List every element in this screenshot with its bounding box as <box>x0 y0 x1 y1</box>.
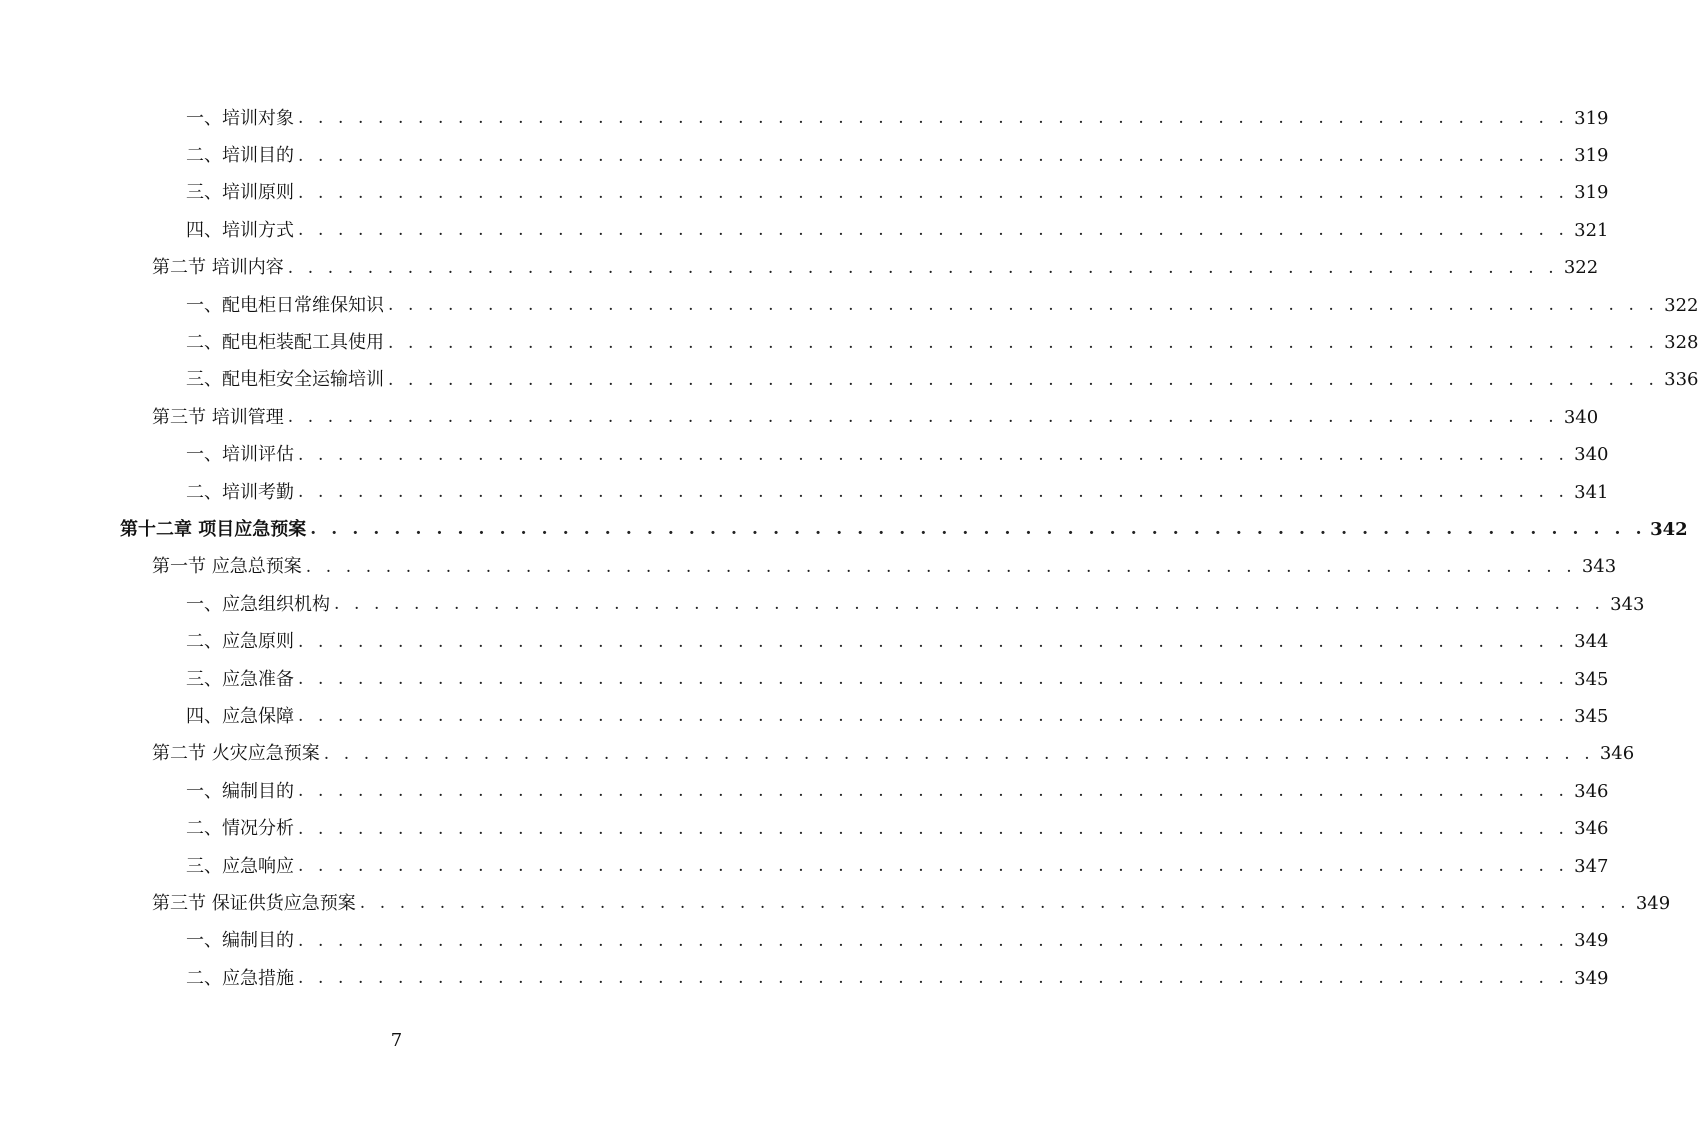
toc-leader-dots: . . . . . . . . . . . . . . . . . . . . . . . . . . . . . . . . . . . . . . . . . . . . . . . . . . . . . . . . . . . . . . . . <box>305 556 1577 577</box>
toc-entry-label: 四、应急保障 <box>186 705 294 727</box>
toc-entry-page-number: 328 <box>1664 332 1698 354</box>
toc-leader-dots: . . . . . . . . . . . . . . . . . . . . . . . . . . . . . . . . . . . . . . . . . . . . . . . . . . . . . . . . . . . . . . . . <box>298 706 1569 727</box>
toc-leader-dots: . . . . . . . . . . . . . . . . . . . . . . . . . . . . . . . . . . . . . . . . . . . . . . . . . . . . . . . . . . . . . . . . <box>298 781 1569 802</box>
toc-entry-page-number: 344 <box>1574 631 1609 653</box>
toc-leader-dots: . . . . . . . . . . . . . . . . . . . . . . . . . . . . . . . . . . . . . . . . . . . . . . . . . . . . . . . . . . . . . . . . <box>310 519 1647 540</box>
toc-leader-dots: . . . . . . . . . . . . . . . . . . . . . . . . . . . . . . . . . . . . . . . . . . . . . . . . . . . . . . . . . . . . . . . . <box>388 295 1659 316</box>
toc-entry-label: 三、应急准备 <box>186 668 294 690</box>
toc-entry-item[interactable] <box>0 960 1609 997</box>
toc-leader-dots: . . . . . . . . . . . . . . . . . . . . . . . . . . . . . . . . . . . . . . . . . . . . . . . . . . . . . . . . . . . . . . . . <box>298 968 1569 989</box>
toc-entry-item[interactable] <box>0 661 1609 698</box>
toc-entry-label: 二、培训目的 <box>186 145 294 167</box>
toc-entry-page-number: 346 <box>1574 818 1609 840</box>
toc-entry-page-number: 319 <box>1574 145 1609 167</box>
toc-entry-item[interactable] <box>0 698 1609 735</box>
page-number: 7 <box>390 1030 403 1051</box>
toc-entry-item[interactable] <box>0 175 1609 212</box>
toc-leader-dots: . . . . . . . . . . . . . . . . . . . . . . . . . . . . . . . . . . . . . . . . . . . . . . . . . . . . . . . . . . . . . . . . <box>298 182 1569 203</box>
toc-entry-chapter[interactable] <box>0 511 1688 548</box>
toc-entry-label: 一、培训评估 <box>186 444 294 466</box>
toc-leader-dots: . . . . . . . . . . . . . . . . . . . . . . . . . . . . . . . . . . . . . . . . . . . . . . . . . . . . . . . . . . . . . . . . <box>359 893 1631 914</box>
toc-leader-dots: . . . . . . . . . . . . . . . . . . . . . . . . . . . . . . . . . . . . . . . . . . . . . . . . . . . . . . . . . . . . . . . . <box>298 444 1569 465</box>
toc-entry-page-number: 347 <box>1574 855 1609 877</box>
toc-entry-item[interactable] <box>0 437 1609 474</box>
toc-entry-label: 二、应急原则 <box>186 631 294 653</box>
toc-entry-item[interactable] <box>0 287 1698 324</box>
toc-entry-page-number: 346 <box>1599 743 1635 765</box>
toc-entry-section[interactable] <box>0 736 1635 773</box>
toc-entry-label: 三、培训原则 <box>186 182 294 204</box>
toc-entry-item[interactable] <box>0 773 1609 810</box>
toc-entry-label: 三、配电柜安全运输培训 <box>186 369 384 391</box>
toc-entry-label: 一、应急组织机构 <box>186 593 330 615</box>
toc-entry-item[interactable] <box>0 324 1698 361</box>
toc-entry-page-number: 319 <box>1574 182 1609 204</box>
toc-entry-page-number: 346 <box>1574 780 1609 802</box>
toc-entry-page-number: 340 <box>1574 444 1609 466</box>
toc-entry-item[interactable] <box>0 100 1609 137</box>
toc-entry-label: 第三节 培训管理 <box>152 406 284 428</box>
toc-leader-dots: . . . . . . . . . . . . . . . . . . . . . . . . . . . . . . . . . . . . . . . . . . . . . . . . . . . . . . . . . . . . . . . . <box>298 220 1569 241</box>
toc-leader-dots: . . . . . . . . . . . . . . . . . . . . . . . . . . . . . . . . . . . . . . . . . . . . . . . . . . . . . . . . . . . . . . . . <box>298 856 1569 876</box>
toc-entry-item[interactable] <box>0 474 1609 511</box>
toc-entry-section[interactable] <box>0 549 1617 586</box>
toc-entry-label: 二、应急措施 <box>186 967 294 989</box>
toc-leader-dots: . . . . . . . . . . . . . . . . . . . . . . . . . . . . . . . . . . . . . . . . . . . . . . . . . . . . . . . . . . . . . . . . <box>287 407 1559 428</box>
toc-entry-label: 三、应急响应 <box>186 855 294 877</box>
toc-entry-label: 一、培训对象 <box>186 107 294 129</box>
toc-entry-page-number: 321 <box>1574 219 1609 241</box>
toc-entry-item[interactable] <box>0 623 1609 660</box>
toc-entry-page-number: 349 <box>1574 967 1609 989</box>
toc-entry-label: 二、情况分析 <box>186 818 294 840</box>
toc-entry-label: 一、编制目的 <box>186 780 294 802</box>
toc-entry-item[interactable] <box>0 586 1645 623</box>
toc-entry-label: 二、培训考勤 <box>186 481 294 503</box>
toc-leader-dots: . . . . . . . . . . . . . . . . . . . . . . . . . . . . . . . . . . . . . . . . . . . . . . . . . . . . . . . . . . . . . . . . <box>287 257 1559 278</box>
toc-leader-dots: . . . . . . . . . . . . . . . . . . . . . . . . . . . . . . . . . . . . . . . . . . . . . . . . . . . . . . . . . . . . . . . . <box>298 818 1569 839</box>
toc-leader-dots: . . . . . . . . . . . . . . . . . . . . . . . . . . . . . . . . . . . . . . . . . . . . . . . . . . . . . . . . . . . . . . . . <box>298 669 1569 690</box>
toc-entry-item[interactable] <box>0 923 1609 960</box>
toc-leader-dots: . . . . . . . . . . . . . . . . . . . . . . . . . . . . . . . . . . . . . . . . . . . . . . . . . . . . . . . . . . . . . . . . <box>388 369 1659 390</box>
toc-entry-item[interactable] <box>0 137 1609 174</box>
toc-entry-section[interactable] <box>0 399 1599 436</box>
toc-leader-dots: . . . . . . . . . . . . . . . . . . . . . . . . . . . . . . . . . . . . . . . . . . . . . . . . . . . . . . . . . . . . . . . . <box>298 930 1569 951</box>
toc-leader-dots: . . . . . . . . . . . . . . . . . . . . . . . . . . . . . . . . . . . . . . . . . . . . . . . . . . . . . . . . . . . . . . . . <box>298 108 1569 129</box>
toc-entry-label: 一、编制目的 <box>186 930 294 952</box>
toc-entry-page-number: 340 <box>1563 406 1599 428</box>
toc-entry-page-number: 343 <box>1610 593 1645 615</box>
toc-entry-section[interactable] <box>0 885 1671 922</box>
toc-entry-page-number: 319 <box>1574 107 1609 129</box>
toc-entry-label: 第十二章 项目应急预案 <box>120 518 307 540</box>
toc-entry-page-number: 345 <box>1574 705 1609 727</box>
toc-entry-label: 第二节 火灾应急预案 <box>152 743 320 765</box>
toc-entry-item[interactable] <box>0 362 1698 399</box>
toc-leader-dots: . . . . . . . . . . . . . . . . . . . . . . . . . . . . . . . . . . . . . . . . . . . . . . . . . . . . . . . . . . . . . . . . <box>298 145 1569 166</box>
toc-entry-page-number: 349 <box>1574 930 1609 952</box>
toc-entry-page-number: 322 <box>1664 294 1698 316</box>
toc-leader-dots: . . . . . . . . . . . . . . . . . . . . . . . . . . . . . . . . . . . . . . . . . . . . . . . . . . . . . . . . . . . . . . . . <box>334 594 1605 615</box>
toc-entry-item[interactable] <box>0 848 1609 885</box>
toc-entry-label: 第二节 培训内容 <box>152 257 284 279</box>
toc-entry-page-number: 322 <box>1563 257 1599 279</box>
toc-entry-label: 第三节 保证供货应急预案 <box>152 892 356 914</box>
toc-entry-page-number: 343 <box>1581 556 1617 578</box>
toc-entry-label: 第一节 应急总预案 <box>152 556 302 578</box>
toc-entry-section[interactable] <box>0 250 1599 287</box>
toc-entry-label: 四、培训方式 <box>186 219 294 241</box>
toc-leader-dots: . . . . . . . . . . . . . . . . . . . . . . . . . . . . . . . . . . . . . . . . . . . . . . . . . . . . . . . . . . . . . . . . <box>388 332 1659 353</box>
toc-entry-label: 一、配电柜日常维保知识 <box>186 294 384 316</box>
toc-entry-item[interactable] <box>0 212 1609 249</box>
toc-entry-item[interactable] <box>0 810 1609 847</box>
toc-entry-page-number: 341 <box>1574 481 1609 503</box>
toc-entry-page-number: 345 <box>1574 668 1609 690</box>
toc-leader-dots: . . . . . . . . . . . . . . . . . . . . . . . . . . . . . . . . . . . . . . . . . . . . . . . . . . . . . . . . . . . . . . . . <box>323 743 1595 764</box>
toc-entry-page-number: 342 <box>1650 518 1688 540</box>
toc-leader-dots: . . . . . . . . . . . . . . . . . . . . . . . . . . . . . . . . . . . . . . . . . . . . . . . . . . . . . . . . . . . . . . . . <box>298 482 1569 503</box>
toc-entry-page-number: 336 <box>1664 369 1698 391</box>
table-of-contents <box>0 100 1698 997</box>
toc-leader-dots: . . . . . . . . . . . . . . . . . . . . . . . . . . . . . . . . . . . . . . . . . . . . . . . . . . . . . . . . . . . . . . . . <box>298 631 1569 652</box>
toc-entry-page-number: 349 <box>1635 892 1671 914</box>
toc-entry-label: 二、配电柜装配工具使用 <box>186 332 384 354</box>
